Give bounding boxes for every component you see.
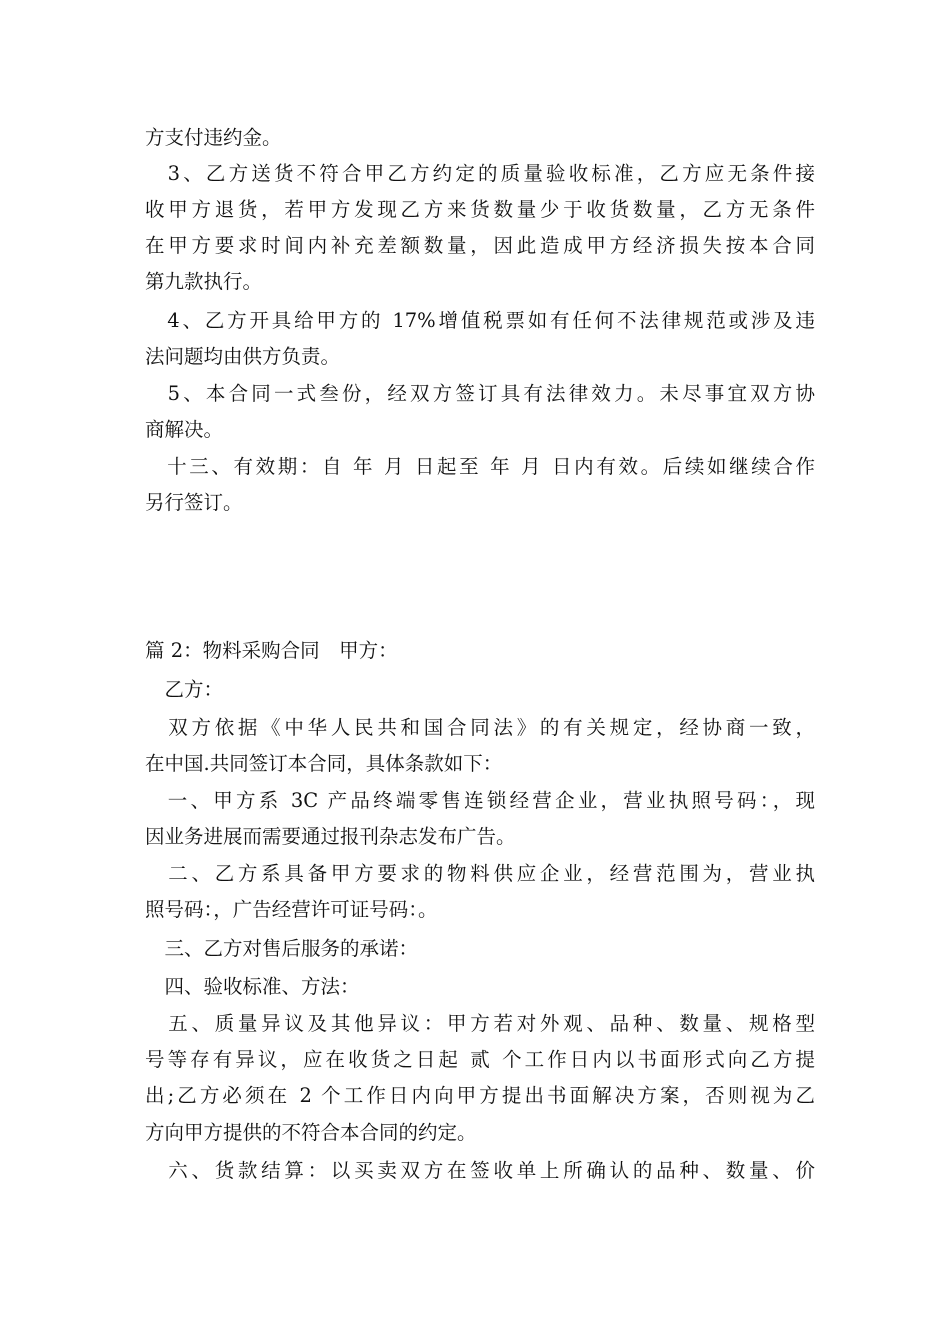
party-a-blank xyxy=(248,552,346,554)
date-b-year-blank xyxy=(421,626,519,628)
paragraph-line: 3、乙方送货不符合甲乙方约定的质量验收标准，乙方应无条件接 xyxy=(145,162,815,185)
paragraph-line: 在甲方要求时间内补充差额数量，因此造成甲方经济损失按本合同 xyxy=(145,234,815,257)
paragraph-line: 商解决。 xyxy=(145,418,224,441)
paragraph-line: 四、验收标准、方法： xyxy=(145,975,360,998)
paragraph-line: 第九款执行。 xyxy=(145,270,263,293)
date-a-month-blank xyxy=(300,626,338,628)
party-b-blank xyxy=(436,552,534,554)
paragraph-line: 双方依据《中华人民共和国合同法》的有关规定，经协商一致， xyxy=(145,716,815,739)
paragraph-line: 号等存有异议，应在收货之日起 贰 个工作日内以书面形式向乙方提 xyxy=(145,1048,815,1071)
paragraph-line: 法问题均由供方负责。 xyxy=(145,345,341,368)
date-b-day-blank xyxy=(596,626,634,628)
date-b-month-blank xyxy=(538,626,576,628)
signature-legal-reps xyxy=(145,566,815,592)
signature-parties xyxy=(145,528,815,554)
paragraph-line: 六、货款结算：以买卖双方在签收单上所确认的品种、数量、价 xyxy=(145,1159,815,1182)
date-a-day-blank xyxy=(357,626,395,628)
paragraph-line: 收甲方退货，若甲方发现乙方来货数量少于收货数量，乙方无条件 xyxy=(145,198,815,221)
paragraph-line: 方支付违约金。 xyxy=(145,126,282,149)
paragraph-line: 在中国.共同签订本合同，具体条款如下： xyxy=(145,752,503,775)
paragraph-line: 二、乙方系具备甲方要求的物料供应企业，经营范围为，营业执 xyxy=(145,862,815,885)
paragraph-line: 方向甲方提供的不符合本合同的约定。 xyxy=(145,1121,477,1144)
signature-dates xyxy=(145,602,815,628)
paragraph-line: 照号码：，广告经营许可证号码：。 xyxy=(145,898,438,921)
paragraph-line: 4、乙方开具给甲方的 17%增值税票如有任何不法律规范或涉及违 xyxy=(145,309,815,332)
legal-rep-a-blank xyxy=(306,590,404,592)
legal-rep-b-blank xyxy=(566,590,666,592)
paragraph-line: 三、乙方对售后服务的承诺： xyxy=(145,937,419,960)
paragraph-line: 五、质量异议及其他异议：甲方若对外观、品种、数量、规格型 xyxy=(145,1012,815,1035)
date-a-year-blank xyxy=(182,626,280,628)
paragraph-line: 出;乙方必须在 2 个工作日内向甲方提出书面解决方案，否则视为乙 xyxy=(145,1084,815,1107)
paragraph-line: 因业务进展而需要通过报刊杂志发布广告。 xyxy=(145,825,516,848)
paragraph-line: 5、本合同一式叁份，经双方签订具有法律效力。未尽事宜双方协 xyxy=(145,382,815,405)
paragraph-line: 一、甲方系 3C 产品终端零售连锁经营企业，营业执照号码：，现 xyxy=(145,789,815,812)
party-b-line: 乙方： xyxy=(145,678,224,701)
section-heading: 篇 2：物料采购合同 甲方： xyxy=(145,639,398,662)
paragraph-line: 十三、有效期：自 年 月 日起至 年 月 日内有效。后续如继续合作 xyxy=(145,455,815,478)
paragraph-line: 另行签订。 xyxy=(145,491,243,514)
